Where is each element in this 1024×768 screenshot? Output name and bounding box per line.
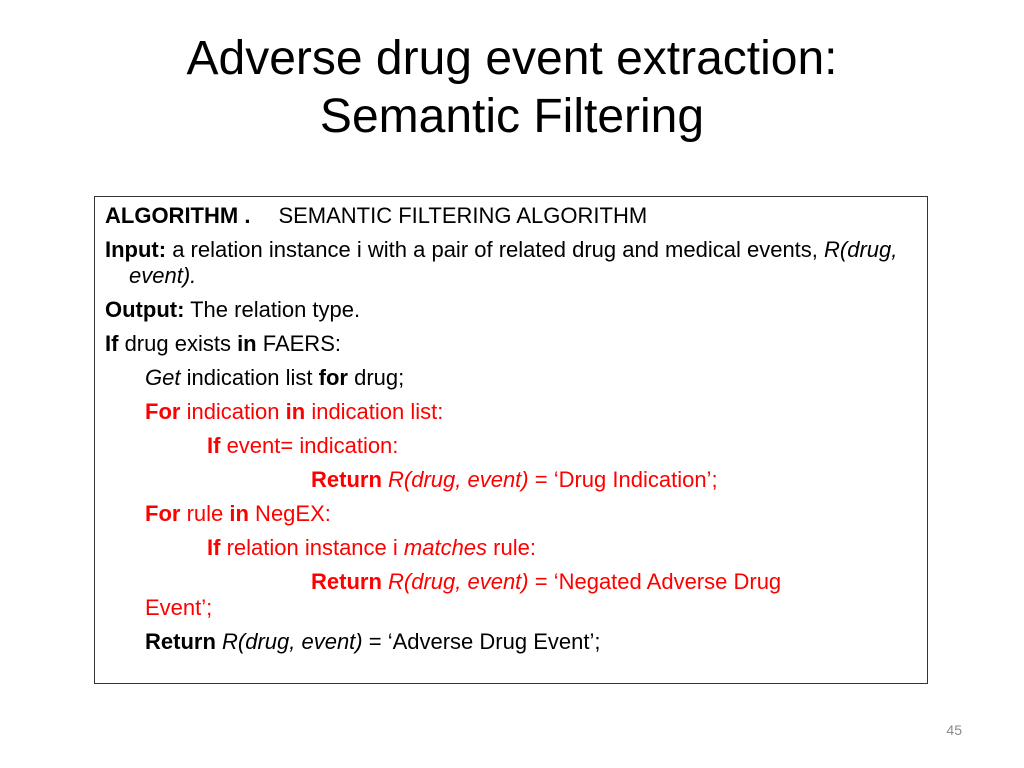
output-line [105, 297, 917, 323]
if-text: event= indication: [220, 433, 399, 458]
return-drug-indication-line [105, 467, 917, 493]
if-text-end: FAERS: [256, 331, 341, 356]
keyword-in: in [229, 501, 249, 526]
for-text-end: NegEX: [248, 501, 331, 526]
if-text: drug exists [118, 331, 238, 356]
for-text: rule [180, 501, 230, 526]
keyword-if: If [207, 433, 221, 458]
return-negated-line [105, 569, 917, 621]
for-text-end: indication list: [305, 399, 444, 424]
input-text: a relation instance i with a pair of related drug and medical events, [166, 237, 825, 262]
keyword-for: for [318, 365, 348, 390]
return-expression: R(drug, event) [381, 569, 529, 594]
algorithm-header [105, 203, 917, 229]
return-text-continuation: Event’; [145, 595, 213, 620]
input-expression: R(drug, event). [129, 237, 898, 288]
slide-number: 45 [946, 722, 962, 738]
if-text-end: rule: [487, 535, 536, 560]
return-adverse-line [105, 629, 917, 655]
algorithm-name: SEMANTIC FILTERING ALGORITHM [278, 203, 648, 228]
keyword-in: in [237, 331, 257, 356]
keyword-return: Return [145, 629, 216, 654]
keyword-if: If [207, 535, 221, 560]
get-text: indication list [180, 365, 319, 390]
keyword-in: in [285, 399, 306, 424]
return-expression: R(drug, event) [215, 629, 363, 654]
return-text: = ‘Negated Adverse Drug [528, 569, 782, 594]
return-text: = ‘Drug Indication’; [528, 467, 718, 492]
get-indication-line [105, 365, 917, 391]
slide-title [0, 30, 1024, 146]
if-matches-rule-line [105, 535, 917, 561]
title-line-1: Adverse drug event extraction: [186, 32, 838, 85]
algorithm-box [94, 196, 928, 684]
algorithm-header-label: ALGORITHM . [105, 203, 251, 228]
keyword-return: Return [311, 467, 382, 492]
title-line-2: Semantic Filtering [319, 90, 705, 143]
keyword-return: Return [311, 569, 382, 594]
keyword-for: For [145, 501, 181, 526]
get-text-end: drug; [347, 365, 405, 390]
if-text: relation instance i [220, 535, 404, 560]
input-label: Input: [105, 237, 167, 262]
output-label: Output: [105, 297, 185, 322]
output-text: The relation type. [184, 297, 361, 322]
if-event-indication-line [105, 433, 917, 459]
return-text: = ‘Adverse Drug Event’; [362, 629, 601, 654]
keyword-for: For [145, 399, 181, 424]
for-text: indication [180, 399, 286, 424]
keyword-get: Get [145, 365, 181, 390]
keyword-if: If [105, 331, 119, 356]
if-drug-exists-line [105, 331, 917, 357]
for-rule-line [105, 501, 917, 527]
keyword-matches: matches [403, 535, 488, 560]
return-expression: R(drug, event) [381, 467, 529, 492]
for-indication-line [105, 399, 917, 425]
input-line [105, 237, 917, 289]
